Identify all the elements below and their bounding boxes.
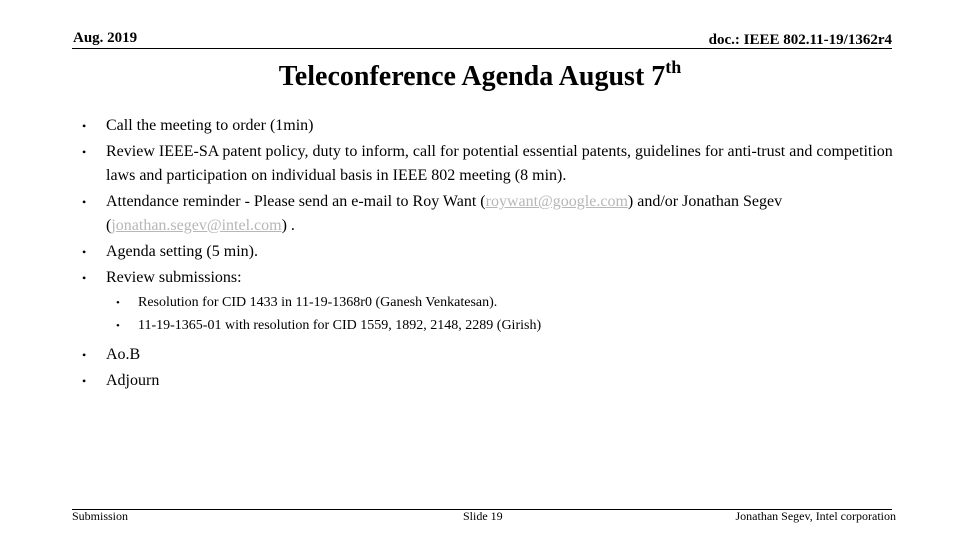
bullet-icon: • bbox=[116, 297, 120, 309]
agenda-item-text: Ao.B bbox=[106, 346, 141, 363]
slide-title bbox=[0, 58, 960, 96]
sub-item-list bbox=[74, 292, 894, 337]
email-link-jonathan[interactable]: jonathan.segev@intel.com bbox=[111, 217, 282, 234]
agenda-item-text: Review submissions: bbox=[106, 269, 242, 286]
attendance-text-end: ) . bbox=[281, 217, 295, 234]
sub-item-text: 11-19-1365-01 with resolution for CID 1559, 1892, 2148, 2289 (Girish) bbox=[138, 318, 542, 333]
bullet-icon: • bbox=[82, 145, 87, 159]
agenda-item bbox=[74, 114, 894, 138]
agenda-item bbox=[74, 369, 894, 393]
bullet-icon: • bbox=[82, 119, 87, 133]
bullet-icon: • bbox=[82, 348, 87, 362]
sub-item bbox=[74, 315, 894, 337]
agenda-item bbox=[74, 140, 894, 188]
footer-slide-number: Slide 19 bbox=[463, 509, 503, 523]
header-rule bbox=[72, 48, 892, 49]
attendance-text-middle: ) and/or Jonathan Segev ( bbox=[106, 193, 783, 234]
agenda-item-text: Adjourn bbox=[106, 372, 160, 389]
footer-author: Jonathan Segev, Intel corporation bbox=[735, 509, 896, 523]
bullet-icon: • bbox=[82, 271, 87, 285]
agenda-item-text: Agenda setting (5 min). bbox=[106, 243, 258, 260]
sub-item bbox=[74, 292, 894, 314]
bullet-icon: • bbox=[116, 320, 120, 332]
bullet-icon: • bbox=[82, 245, 87, 259]
email-link-roy[interactable]: roywant@google.com bbox=[485, 193, 628, 210]
agenda-item bbox=[74, 266, 894, 290]
attendance-text-start: Attendance reminder - Please send an e-mail to Roy Want ( bbox=[106, 193, 486, 210]
slide-title-superscript: th bbox=[665, 57, 682, 77]
agenda-list bbox=[74, 114, 894, 395]
agenda-item-text: Call the meeting to order (1min) bbox=[106, 117, 314, 134]
agenda-item bbox=[74, 343, 894, 367]
agenda-item bbox=[74, 190, 894, 238]
bullet-icon: • bbox=[82, 374, 87, 388]
sub-item-text: Resolution for CID 1433 in 11-19-1368r0 (Ganesh Venkatesan). bbox=[138, 295, 498, 310]
agenda-item-text: Review IEEE-SA patent policy, duty to inform, call for potential essential patents, guidelines for anti-trust and competition laws and participation on individual basis in IEEE 802 meeting (8 min). bbox=[106, 143, 893, 184]
footer-submission: Submission bbox=[72, 509, 129, 523]
header-date: Aug. 2019 bbox=[73, 30, 138, 46]
agenda-item bbox=[74, 240, 894, 264]
slide-title-text: Teleconference Agenda August 7 bbox=[278, 61, 666, 92]
bullet-icon: • bbox=[82, 195, 87, 209]
header-doc-number: doc.: IEEE 802.11-19/1362r4 bbox=[708, 32, 892, 48]
